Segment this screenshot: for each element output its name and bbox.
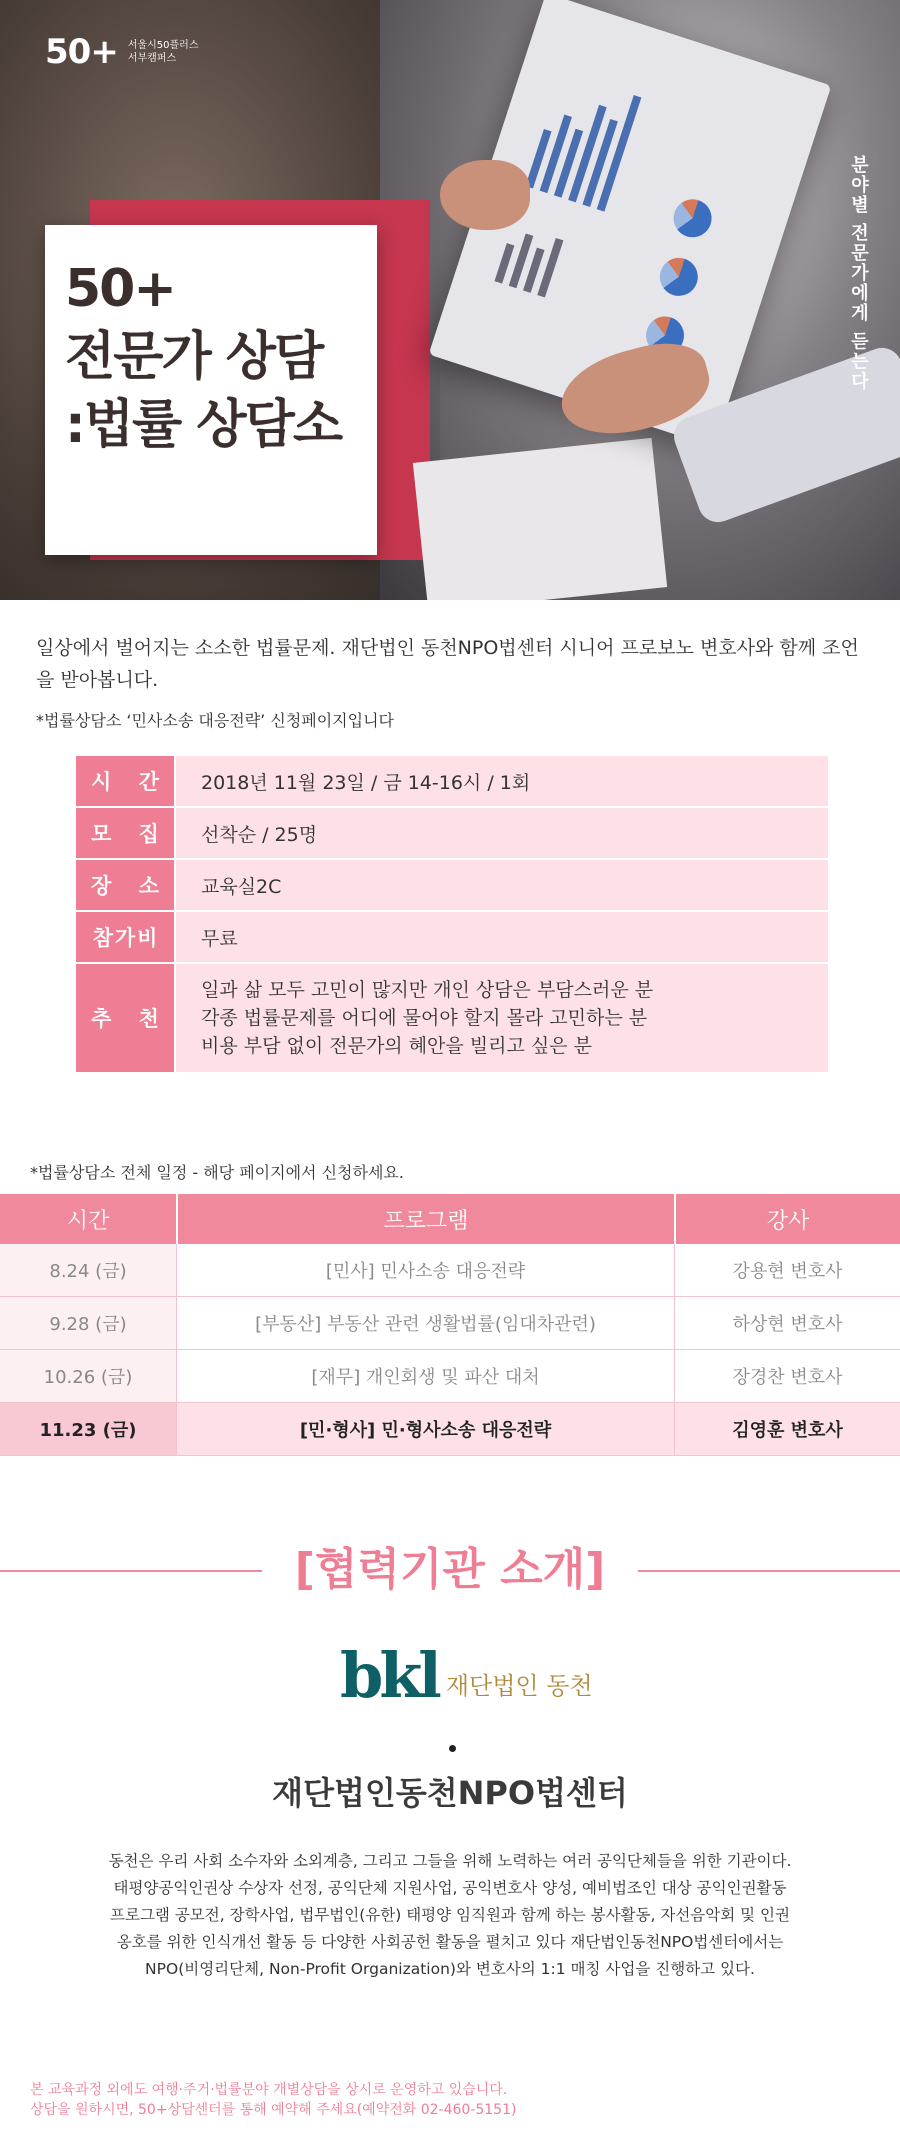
recommend-line: 비용 부담 없이 전문가의 혜안을 빌리고 싶은 분 [201, 1035, 593, 1057]
schedule-speaker: 장경찬 변호사 [674, 1350, 900, 1403]
schedule-date: 8.24 (금) [0, 1244, 176, 1297]
schedule-program: [민·형사] 민·형사소송 대응전략 [176, 1403, 674, 1456]
desc-line: NPO(비영리단체, Non-Profit Organization)와 변호사의 1:1 매칭 사업을 진행하고 있다. [145, 1960, 755, 1978]
brand-logo [45, 32, 199, 72]
hero-vertical-tagline: 분야별 전문가에게 듣는다 [848, 155, 869, 392]
intro-text: 일상에서 벌어지는 소소한 법률문제. 재단법인 동천NPO법센터 시니어 프로보노 변호사와 함께 조언을 받아봅니다. [36, 637, 859, 691]
schedule-header-cell: 프로그램 [176, 1194, 674, 1244]
desc-line: 태평양공익인권상 수상자 선정, 공익단체 지원사업, 공익변호사 양성, 예비법조인 대상 공익인권활동 [113, 1879, 787, 1897]
schedule-program: [재무] 개인회생 및 파산 대처 [176, 1350, 674, 1403]
desc-line: 동천은 우리 사회 소수자와 소외계층, 그리고 그들을 위해 노력하는 여러 공익단체들을 위한 기관이다. [108, 1852, 792, 1870]
footer-line: 상담을 원하시면, 50+상담센터를 통해 예약해 주세요(예약전화 02-460-5151) [30, 2102, 517, 2118]
schedule-row[interactable] [0, 1244, 900, 1297]
hero-paper [413, 438, 667, 600]
recommend-line: 각종 법률문제를 어디에 물어야 할지 몰라 고민하는 분 [201, 1007, 648, 1029]
info-row-place [76, 860, 828, 912]
schedule-header [0, 1194, 900, 1244]
schedule-table [0, 1194, 900, 1456]
hero-title-box [45, 225, 377, 555]
partner-description [90, 1848, 810, 1983]
recommend-line: 일과 삶 모두 고민이 많지만 개인 상담은 부담스러운 분 [201, 979, 654, 1001]
logo-mark: 50+ [45, 32, 118, 72]
footer-line: 본 교육과정 외에도 여행·주거·법률분야 개별상담을 상시로 운영하고 있습니다. [30, 2082, 508, 2098]
partner-title: [협력기관 소개] [294, 1544, 606, 1595]
info-label: 장 소 [76, 860, 174, 910]
info-label: 시 간 [76, 756, 174, 806]
schedule-speaker: 강용현 변호사 [674, 1244, 900, 1297]
info-label: 추 천 [76, 964, 174, 1072]
intro-note: *법률상담소 ‘민사소송 대응전략’ 신청페이지입니다 [36, 711, 395, 730]
info-value [174, 964, 828, 1072]
desc-line: 프로그램 공모전, 장학사업, 법무법인(유한) 태평양 임직원과 함께 하는 봉사활동, 자선음악회 및 인권 [110, 1906, 790, 1924]
partner-section-header [0, 1540, 900, 1600]
desc-line: 옹호를 위한 인식개선 활동 등 다양한 사회공헌 활동을 펼치고 있다 재단법인동천NPO법센터에서는 [116, 1933, 784, 1951]
hero-title-line: 50+ [65, 259, 175, 319]
hero-title-line: :법률 상담소 [65, 395, 342, 455]
logo-subtext: 서울시50플러스 서부캠퍼스 [127, 40, 199, 64]
info-value: 무료 [174, 912, 828, 962]
schedule-row[interactable] [0, 1350, 900, 1403]
bullet-dot [449, 1745, 456, 1752]
info-row-recommend [76, 964, 828, 1074]
info-row-recruit [76, 808, 828, 860]
info-value: 2018년 11월 23일 / 금 14-16시 / 1회 [174, 756, 828, 806]
info-value: 선착순 / 25명 [174, 808, 828, 858]
info-label: 모 집 [76, 808, 174, 858]
hero-hand-pen [440, 160, 530, 230]
schedule-speaker: 하상현 변호사 [674, 1297, 900, 1350]
partner-logo [340, 1639, 593, 1712]
schedule-note: *법률상담소 전체 일정 - 해당 페이지에서 신청하세요. [30, 1163, 404, 1182]
schedule-row-current[interactable] [0, 1403, 900, 1456]
partner-org-name: 재단법인동천NPO법센터 [272, 1774, 628, 1812]
schedule-header-cell: 강사 [674, 1194, 900, 1244]
schedule-row[interactable] [0, 1297, 900, 1350]
bkl-logo-text: 재단법인 동천 [445, 1672, 593, 1700]
schedule-date: 9.28 (금) [0, 1297, 176, 1350]
info-row-time [76, 756, 828, 808]
info-row-fee [76, 912, 828, 964]
info-table [76, 756, 828, 1074]
bkl-logo-mark: bkl [340, 1639, 438, 1712]
info-label: 참가비 [76, 912, 174, 962]
schedule-date: 11.23 (금) [0, 1403, 176, 1456]
hero-title-line: 전문가 상담 [65, 327, 323, 387]
schedule-speaker: 김영훈 변호사 [674, 1403, 900, 1456]
info-value: 교육실2C [174, 860, 828, 910]
footer-notice [30, 2080, 516, 2120]
schedule-date: 10.26 (금) [0, 1350, 176, 1403]
hero-banner [0, 0, 900, 600]
schedule-program: [민사] 민사소송 대응전략 [176, 1244, 674, 1297]
schedule-program: [부동산] 부동산 관련 생활법률(임대차관련) [176, 1297, 674, 1350]
schedule-header-cell: 시간 [0, 1194, 176, 1244]
